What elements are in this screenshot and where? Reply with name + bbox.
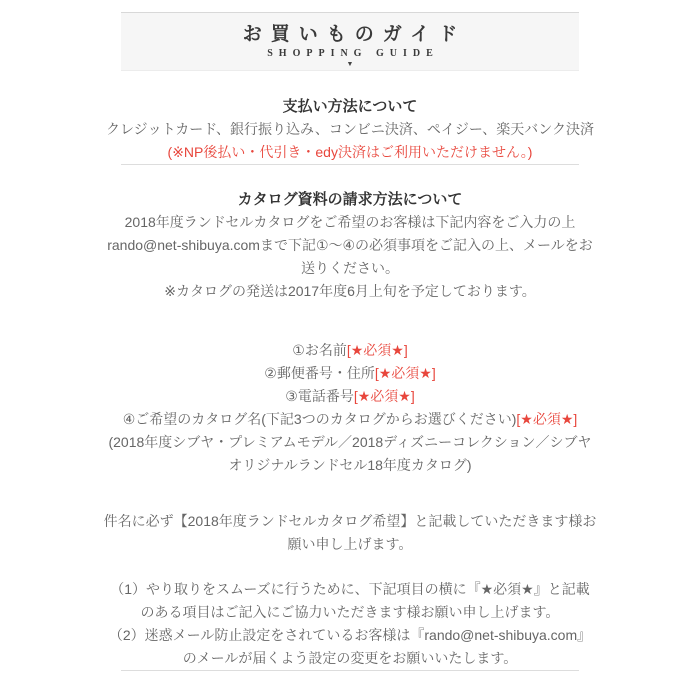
required-item-label: ③電話番号 — [285, 388, 354, 404]
guide-header — [121, 12, 579, 71]
guide-subtitle: SHOPPING GUIDE — [267, 48, 439, 59]
payment-heading: 支払い方法について — [282, 98, 418, 115]
note-line: のメールが届くよう設定の変更をお願いいたします。 — [182, 650, 518, 666]
section-divider — [121, 164, 579, 165]
subject-line: 件名に必ず【2018年度ランドセルカタログ希望】と記載していただきます様お — [103, 513, 597, 529]
catalog-line: 2018年度ランドセルカタログをご希望のお客様は下記内容をご入力の上 — [124, 214, 576, 230]
required-badge: [★必須★] — [346, 342, 408, 358]
required-badge: [★必須★] — [353, 388, 415, 404]
catalog-request-section — [0, 188, 700, 303]
required-item-label: ④ご希望のカタログ名(下記3つのカタログからお選びください) — [122, 411, 517, 427]
required-item — [0, 339, 700, 362]
required-item — [0, 385, 700, 408]
required-item-label: ②郵便番号・住所 — [264, 365, 375, 381]
catalog-heading: カタログ資料の請求方法について — [237, 191, 463, 208]
note-line: （2）迷惑メール防止設定をされているお客様は『rando@net-shibuya.com』 — [108, 627, 592, 643]
subject-line: 願い申し上げます。 — [287, 536, 413, 552]
note-line: （1）やり取りをスムーズに行うために、下記項目の横に『★必須★』と記載 — [110, 581, 590, 597]
catalog-line: rando@net-shibuya.comまで下記①〜④の必須事項をご記入の上、メールをお — [107, 237, 593, 253]
payment-section — [0, 95, 700, 164]
required-item-label: ①お名前 — [292, 342, 347, 358]
payment-methods-line: クレジットカード、銀行振り込み、コンビニ決済、ペイジー、楽天バンク決済 — [106, 121, 594, 137]
chevron-down-icon: ▼ — [346, 61, 354, 68]
guide-title: お買いものガイド — [242, 24, 467, 45]
required-item — [0, 362, 700, 385]
note-line: のある項目はご記入にご協力いただきます様お願い申し上げます。 — [140, 604, 560, 620]
required-badge: [★必須★] — [516, 411, 578, 427]
shopping-guide-page — [0, 12, 700, 671]
required-item — [0, 408, 700, 431]
bottom-divider — [121, 670, 579, 671]
required-items-list — [0, 339, 700, 477]
payment-notice-line: (※NP後払い・代引き・edy決済はご利用いただけません。) — [167, 144, 533, 160]
catalog-line: 送りください。 — [301, 260, 399, 276]
catalog-line: ※カタログの発送は2017年度6月上旬を予定しております。 — [164, 283, 536, 299]
required-badge: [★必須★] — [374, 365, 436, 381]
catalog-options-line: オリジナルランドセル18年度カタログ) — [228, 457, 472, 473]
notes-section — [0, 578, 700, 670]
subject-note — [0, 510, 700, 556]
catalog-options-line: (2018年度シブヤ・プレミアムモデル／2018ディズニーコレクション／シブヤ — [108, 434, 592, 450]
